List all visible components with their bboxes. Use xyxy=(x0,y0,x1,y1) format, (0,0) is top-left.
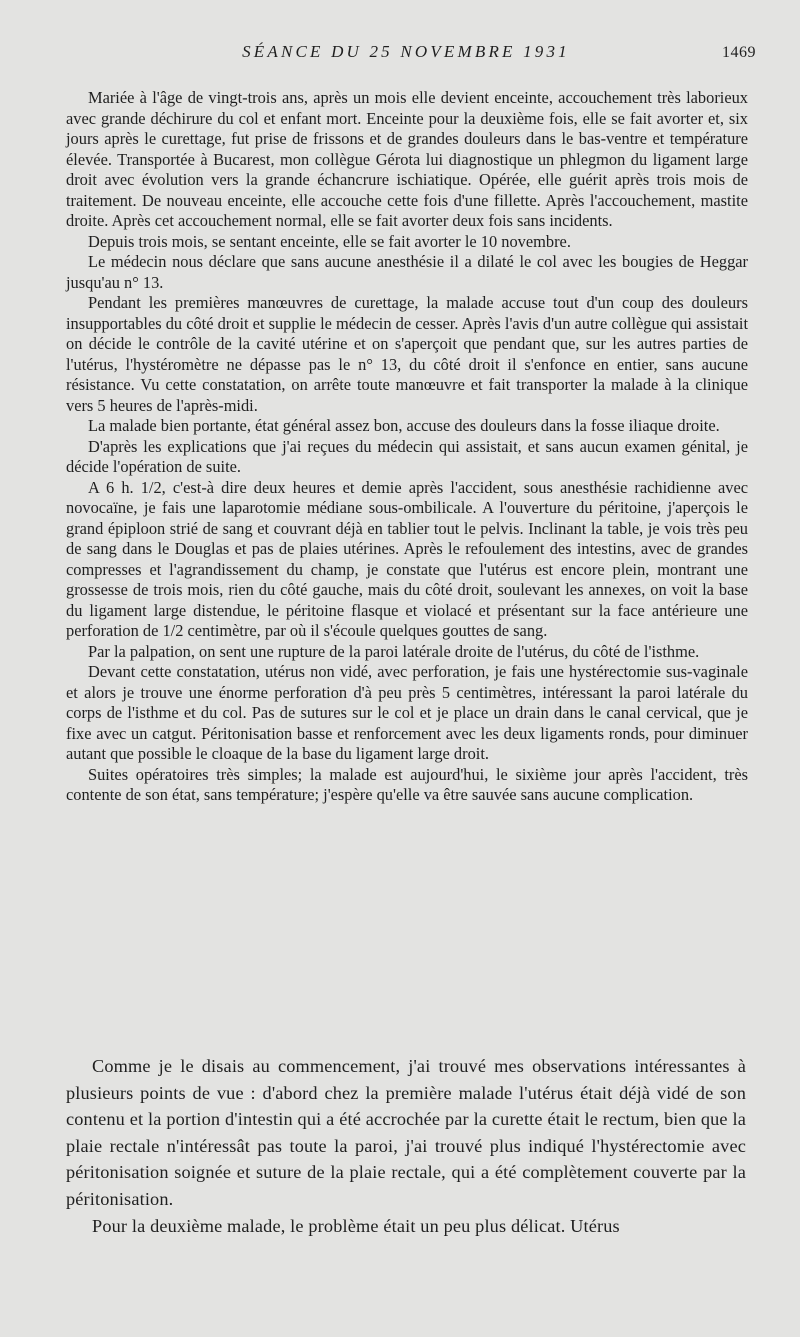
page-header xyxy=(66,42,756,68)
paragraph: Par la palpation, on sent une rupture de la paroi latérale droite de l'utérus, du côté de l'isthme. xyxy=(88,641,700,661)
paragraph: Pendant les premières manœuvres de curettage, la malade accuse tout d'un coup des douleurs insupportables du côté droit et supplie le médecin de cesser. Après l'avis d'un autre collègue qui assistait on décide le contrôle de la cavité utérine et on s'aperçoit que pendant que, sur les autres parties de l'utérus, l'hystéromètre ne dépasse pas le n° 13, du côté droit il s'enfonce en entier, sans aucune résistance. Vu cette constatation, on arrête toute manœuvre et fait transporter la malade à la clinique vers 5 heures de l'après-midi. xyxy=(66,293,748,415)
discussion-text xyxy=(66,1053,746,1239)
paragraph: D'après les explications que j'ai reçues du médecin qui assistait, et sans aucun examen génital, je décide l'opération de suite. xyxy=(66,436,748,476)
page-number: 1469 xyxy=(722,44,756,61)
running-title: SÉANCE DU 25 NOVEMBRE 1931 xyxy=(242,42,570,61)
observation-text xyxy=(66,88,748,806)
paragraph: Mariée à l'âge de vingt-trois ans, après un mois elle devient enceinte, accouchement très laborieux avec grande déchirure du col et enfant mort. Enceinte pour la deuxième fois, elle se fait avorter et, six jours après le curettage, fut prise de frissons et de grandes douleurs dans le bas-ventre et température élevée. Transportée à Bucarest, mon collègue Gérota lui diagnostique un phlegmon du ligament large droit avec évolution vers la grande échancrure ischiatique. Opérée, elle guérit après trois mois de traitement. De nouveau enceinte, elle accouche cette fois d'une fillette. Après l'accouchement, mastite droite. Après cet accouchement normal, elle se fait avorter deux fois sans incidents. xyxy=(66,88,748,230)
paragraph: A 6 h. 1/2, c'est-à dire deux heures et demie après l'accident, sous anesthésie rachidienne avec novocaïne, je fais une laparotomie médiane sous-ombilicale. A l'ouverture du péritoine, j'aperçois le grand épiploon strié de sang et couvrant déjà en tablier tout le pelvis. Inclinant la table, je vois très peu de sang dans le Douglas et pas de plaies utérines. Après le refoulement des intestins, avec de grandes compresses et l'agrandissement du champ, je constate que l'utérus est encore plein, montrant une grossesse de trois mois, rien du côté gauche, mais du côté droit, soulevant les annexes, on voit la base du ligament large distendue, le péritoine flasque et violacé et présentant sur la face antérieure une perforation de 1/2 centimètre, par où il s'écoule quelques gouttes de sang. xyxy=(66,477,748,640)
paragraph: La malade bien portante, état général assez bon, accuse des douleurs dans la fosse iliaque droite. xyxy=(88,416,720,435)
paragraph: Comme je le disais au commencement, j'ai trouvé mes observations intéressantes à plusieurs points de vue : d'abord chez la première malade l'utérus était déjà vidé de son contenu et la portion d'intestin qui a été accrochée par la curette était le rectum, bien que la plaie rectale n'intéressât pas toute la paroi, j'ai trouvé plus indiqué l'hystérectomie avec péritonisation soignée et suture de la plaie rectale, qui a été complètement couverte par la péritonisation. xyxy=(66,1056,746,1209)
paragraph: Devant cette constatation, utérus non vidé, avec perforation, je fais une hystérectomie sus-vaginale et alors je trouve une énorme perforation d'à peu près 5 centimètres, intéressant la paroi latérale du corps de l'isthme et du col. Pas de sutures sur le col et je place un drain dans le canal cervical, que je fixe avec un catgut. Péritonisation basse et renforcement avec les deux ligaments ronds, pour diminuer autant que possible le cloaque de la base du ligament large droit. xyxy=(66,662,748,763)
paragraph: Le médecin nous déclare que sans aucune anesthésie il a dilaté le col avec les bougies de Heggar jusqu'au n° 13. xyxy=(66,252,748,292)
paragraph: Suites opératoires très simples; la malade est aujourd'hui, le sixième jour après l'accident, très contente de son état, sans température; j'espère qu'elle va être sauvée sans aucune complication. xyxy=(66,764,748,804)
paragraph: Depuis trois mois, se sentant enceinte, elle se fait avorter le 10 novembre. xyxy=(88,231,571,251)
paragraph: Pour la deuxième malade, le problème était un peu plus délicat. Utérus xyxy=(92,1215,620,1236)
